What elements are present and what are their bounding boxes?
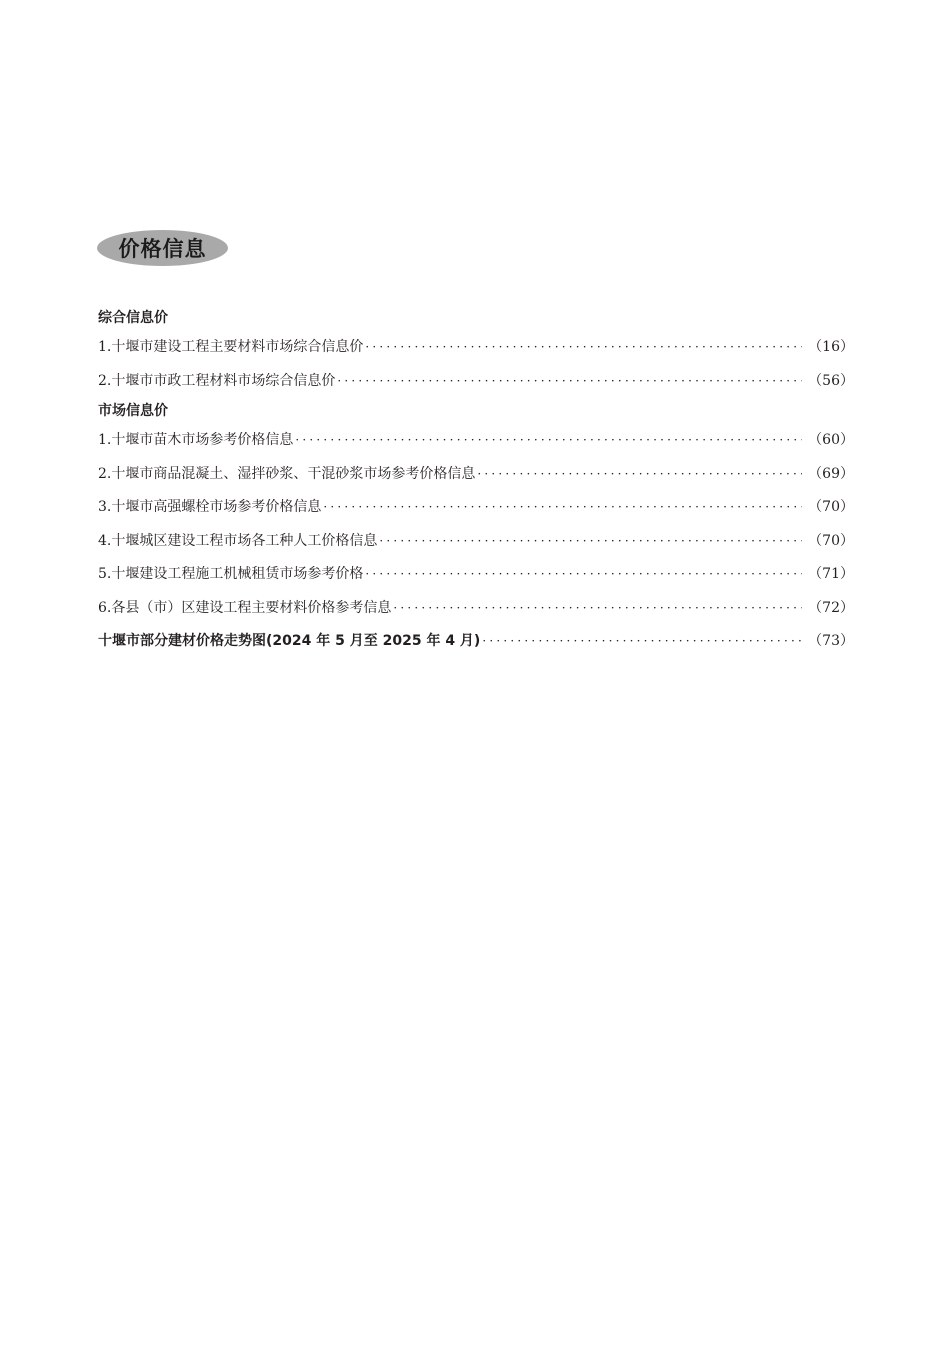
toc-page-number: （56） (808, 372, 854, 389)
toc-entry[interactable] (98, 592, 854, 626)
section-badge (97, 230, 228, 266)
toc-page-number: （73） (808, 633, 854, 649)
toc-page-number: （70） (808, 532, 854, 549)
toc-entry-title: 5.十堰建设工程施工机械租赁市场参考价格 (98, 566, 364, 582)
dot-leader (365, 558, 802, 592)
toc-page-number: （71） (808, 566, 854, 582)
toc-entry[interactable] (98, 458, 854, 492)
dot-leader (365, 331, 802, 365)
toc-entry-title: 6.各县（市）区建设工程主要材料价格参考信息 (98, 599, 392, 616)
toc-page-number: （72） (808, 599, 854, 616)
toc-entry[interactable] (98, 424, 854, 458)
toc-page-number: （60） (808, 432, 854, 448)
toc-entry-title: 2.十堰市市政工程材料市场综合信息价 (98, 372, 336, 389)
dot-leader (393, 592, 802, 626)
toc-entry[interactable] (98, 491, 854, 525)
section-heading-comprehensive: 综合信息价 (98, 310, 168, 326)
toc-entry-price-trend[interactable] (98, 625, 854, 659)
toc-page-number: （16） (808, 339, 854, 355)
toc-page-number: （69） (808, 465, 854, 482)
dot-leader (482, 625, 802, 659)
toc-entry[interactable] (98, 558, 854, 592)
section-heading-market: 市场信息价 (98, 403, 168, 419)
toc-entry-title: 1.十堰市建设工程主要材料市场综合信息价 (98, 339, 364, 355)
badge-title: 价格信息 (118, 237, 207, 261)
toc-entry-title: 2.十堰市商品混凝土、湿拌砂浆、干混砂浆市场参考价格信息 (98, 465, 476, 482)
toc-entry-title: 4.十堰城区建设工程市场各工种人工价格信息 (98, 532, 378, 549)
dot-leader (323, 491, 802, 525)
toc-page-number: （70） (808, 499, 854, 515)
dot-leader (379, 525, 802, 559)
dot-leader (295, 424, 802, 458)
dot-leader (477, 458, 802, 492)
toc-entry[interactable] (98, 525, 854, 559)
toc-entry[interactable] (98, 331, 854, 365)
table-of-contents (98, 305, 854, 659)
toc-entry-title: 3.十堰市高强螺栓市场参考价格信息 (98, 499, 322, 515)
toc-entry[interactable] (98, 365, 854, 399)
toc-entry-title: 1.十堰市苗木市场参考价格信息 (98, 432, 294, 448)
dot-leader (337, 365, 802, 399)
toc-entry-title: 十堰市部分建材价格走势图(2024 年 5 月至 2025 年 4 月) (98, 633, 481, 649)
